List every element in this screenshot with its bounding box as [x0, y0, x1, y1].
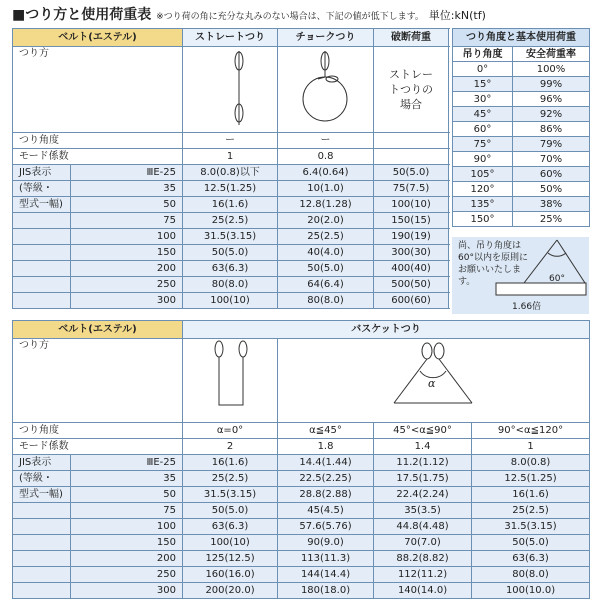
t2-header-belt: ベルト(エステル) — [13, 321, 183, 339]
t2-angle-value: α≦45° — [278, 423, 374, 439]
side-rate: 70% — [513, 152, 590, 167]
t2-size: 75 — [71, 503, 183, 519]
basket-diagram-cell-angle — [278, 339, 590, 423]
t2-angle-label: つり角度 — [13, 423, 183, 439]
t1-mode-label: モード係数 — [13, 149, 183, 165]
t2-value: 12.5(1.25) — [472, 471, 590, 487]
t1-size: 250 — [71, 277, 183, 293]
t2-value: 100(10) — [183, 535, 278, 551]
choke-diagram-cell — [278, 47, 374, 133]
table-row — [13, 277, 449, 293]
list-item — [453, 62, 590, 77]
t1-straight-value: 16(1.6) — [183, 197, 278, 213]
ratio-label: 1.66倍 — [512, 302, 542, 312]
t1-straight-value: 8.0(0.8)以下 — [183, 165, 278, 181]
t1-break-note: ストレートつりの場合 — [374, 47, 449, 133]
title-note: ※つり荷の角に充分な丸みのない場合は、下記の値が低下します。 — [156, 12, 424, 22]
t1-break-value: 400(40) — [374, 261, 449, 277]
t2-angle-value: 45°<α≦90° — [374, 423, 472, 439]
t1-break-value: 600(60) — [374, 293, 449, 309]
table-row — [13, 455, 590, 471]
side-header-angle: 吊り角度 — [453, 47, 513, 62]
t1-size: 35 — [71, 181, 183, 197]
t2-size: ⅢE-25 — [71, 455, 183, 471]
table-row — [13, 261, 449, 277]
t2-value: 88.2(8.82) — [374, 551, 472, 567]
load-table-basket — [12, 320, 590, 599]
t2-value: 100(10.0) — [472, 583, 590, 599]
table-row — [13, 567, 590, 583]
side-angle: 75° — [453, 137, 513, 152]
t1-break-value: 75(7.5) — [374, 181, 449, 197]
t1-jis-sub2: 型式一幅) — [13, 197, 71, 213]
t1-size: 300 — [71, 293, 183, 309]
t2-value: 16(1.6) — [183, 455, 278, 471]
t1-choke-value: 80(8.0) — [278, 293, 374, 309]
table-row — [13, 293, 449, 309]
t2-value: 80(8.0) — [472, 567, 590, 583]
t2-value: 63(6.3) — [472, 551, 590, 567]
side-angle: 120° — [453, 182, 513, 197]
table-row — [13, 551, 590, 567]
t2-size: 200 — [71, 551, 183, 567]
side-rate: 92% — [513, 107, 590, 122]
side-rate: 99% — [513, 77, 590, 92]
t2-value: 63(6.3) — [183, 519, 278, 535]
angle-label: 60° — [549, 274, 565, 284]
t2-size: 35 — [71, 471, 183, 487]
angle-note-panel — [452, 237, 589, 314]
t2-value: 50(5.0) — [183, 503, 278, 519]
side-angle: 150° — [453, 212, 513, 227]
t1-mode-choke: 0.8 — [278, 149, 374, 165]
list-item — [453, 212, 590, 227]
table-row — [13, 213, 449, 229]
t2-mode-value: 1.8 — [278, 439, 374, 455]
t1-size: 100 — [71, 229, 183, 245]
t1-angle-choke: ー — [278, 133, 374, 149]
t1-header-belt: ベルト(エステル) — [13, 29, 183, 47]
t1-straight-value: 50(5.0) — [183, 245, 278, 261]
side-angle: 45° — [453, 107, 513, 122]
t1-straight-value: 80(8.0) — [183, 277, 278, 293]
t1-angle-straight: ー — [183, 133, 278, 149]
t2-mode-label: モード係数 — [13, 439, 183, 455]
table-row — [13, 471, 590, 487]
t1-choke-value: 64(6.4) — [278, 277, 374, 293]
t2-value: 31.5(3.15) — [183, 487, 278, 503]
t2-value: 160(16.0) — [183, 567, 278, 583]
straight-diagram-cell — [183, 47, 278, 133]
t2-value: 11.2(1.12) — [374, 455, 472, 471]
list-item — [453, 182, 590, 197]
choke-hanging-icon — [278, 47, 373, 127]
side-caption: つり角度と基本使用荷重 — [453, 29, 590, 47]
t2-value: 25(2.5) — [472, 503, 590, 519]
side-angle: 105° — [453, 167, 513, 182]
side-rate: 50% — [513, 182, 590, 197]
list-item — [453, 92, 590, 107]
list-item — [453, 137, 590, 152]
t2-angle-value: α=0° — [183, 423, 278, 439]
t2-value: 28.8(2.88) — [278, 487, 374, 503]
t2-value: 14.4(1.44) — [278, 455, 374, 471]
side-angle: 0° — [453, 62, 513, 77]
t2-value: 90(9.0) — [278, 535, 374, 551]
t1-size: 200 — [71, 261, 183, 277]
t2-size: 250 — [71, 567, 183, 583]
table-row — [13, 181, 449, 197]
t2-mode-value: 2 — [183, 439, 278, 455]
title-unit: 単位:kN(tf) — [428, 9, 486, 22]
list-item — [453, 107, 590, 122]
t2-value: 140(14.0) — [374, 583, 472, 599]
t1-break-value: 150(15) — [374, 213, 449, 229]
side-rate: 38% — [513, 197, 590, 212]
t2-value: 17.5(1.75) — [374, 471, 472, 487]
t2-value: 112(11.2) — [374, 567, 472, 583]
t1-break-value: 190(19) — [374, 229, 449, 245]
t1-header-choke: チョークつり — [278, 29, 374, 47]
t1-choke-value: 12.8(1.28) — [278, 197, 374, 213]
t2-size: 50 — [71, 487, 183, 503]
t2-jis-label: JIS表示 — [13, 455, 71, 471]
side-angle: 60° — [453, 122, 513, 137]
side-rate: 60% — [513, 167, 590, 182]
table-row — [13, 197, 449, 213]
table-row — [13, 487, 590, 503]
side-rate: 25% — [513, 212, 590, 227]
t1-break-value: 100(10) — [374, 197, 449, 213]
t1-straight-value: 63(6.3) — [183, 261, 278, 277]
t2-value: 22.4(2.24) — [374, 487, 472, 503]
side-header-rate: 安全荷重率 — [513, 47, 590, 62]
t2-jis-sub1: (等級・ — [13, 471, 71, 487]
t1-hanging-label: つり方 — [13, 47, 183, 133]
angle-note: 尚、吊り角度は60°以内を原則にお願いいたします。 — [458, 241, 528, 287]
side-rate: 100% — [513, 62, 590, 77]
t1-size: 50 — [71, 197, 183, 213]
side-rate: 96% — [513, 92, 590, 107]
t2-value: 50(5.0) — [472, 535, 590, 551]
list-item — [453, 152, 590, 167]
side-angle: 15° — [453, 77, 513, 92]
title-main: ■つり方と使用荷重表 — [12, 7, 152, 23]
t2-size: 100 — [71, 519, 183, 535]
basket-angle-icon — [278, 339, 590, 417]
side-angle: 30° — [453, 92, 513, 107]
list-item — [453, 197, 590, 212]
t2-value: 200(20.0) — [183, 583, 278, 599]
t2-value: 180(18.0) — [278, 583, 374, 599]
t2-value: 45(4.5) — [278, 503, 374, 519]
side-angle: 135° — [453, 197, 513, 212]
t2-hanging-label: つり方 — [13, 339, 183, 423]
basket-vertical-icon — [183, 339, 278, 417]
t1-break-value: 500(50) — [374, 277, 449, 293]
t1-choke-value: 50(5.0) — [278, 261, 374, 277]
t1-straight-value: 12.5(1.25) — [183, 181, 278, 197]
t2-value: 44.8(4.48) — [374, 519, 472, 535]
t1-choke-value: 10(1.0) — [278, 181, 374, 197]
list-item — [453, 167, 590, 182]
t2-value: 113(11.3) — [278, 551, 374, 567]
load-table-straight-choke — [12, 28, 449, 309]
t2-value: 25(2.5) — [183, 471, 278, 487]
side-angle: 90° — [453, 152, 513, 167]
t2-value: 31.5(3.15) — [472, 519, 590, 535]
t1-size: 75 — [71, 213, 183, 229]
t2-mode-value: 1 — [472, 439, 590, 455]
alpha-label: α — [428, 377, 436, 390]
t1-choke-value: 25(2.5) — [278, 229, 374, 245]
t2-mode-value: 1.4 — [374, 439, 472, 455]
t1-break-value: 300(30) — [374, 245, 449, 261]
table-row — [13, 583, 590, 599]
t2-value: 22.5(2.25) — [278, 471, 374, 487]
list-item — [453, 122, 590, 137]
t2-value: 125(12.5) — [183, 551, 278, 567]
side-rate: 86% — [513, 122, 590, 137]
t1-jis-sub1: (等級・ — [13, 181, 71, 197]
t2-value: 144(14.4) — [278, 567, 374, 583]
straight-hanging-icon — [183, 47, 278, 127]
page-title — [12, 4, 486, 24]
t2-value: 8.0(0.8) — [472, 455, 590, 471]
t2-value: 16(1.6) — [472, 487, 590, 503]
t1-header-break: 破断荷重 — [374, 29, 449, 47]
table-row — [13, 503, 590, 519]
t1-size: ⅢE-25 — [71, 165, 183, 181]
t2-value: 35(3.5) — [374, 503, 472, 519]
t2-header-basket: バスケットつり — [183, 321, 590, 339]
t1-choke-value: 20(2.0) — [278, 213, 374, 229]
t1-size: 150 — [71, 245, 183, 261]
t1-mode-straight: 1 — [183, 149, 278, 165]
t2-size: 150 — [71, 535, 183, 551]
t1-header-straight: ストレートつり — [183, 29, 278, 47]
t2-angle-value: 90°<α≦120° — [472, 423, 590, 439]
t1-angle-label: つり角度 — [13, 133, 183, 149]
t2-value: 57.6(5.76) — [278, 519, 374, 535]
table-row — [13, 519, 590, 535]
basket-diagram-cell-vertical — [183, 339, 278, 423]
angle-safety-table — [452, 28, 590, 227]
t2-value: 70(7.0) — [374, 535, 472, 551]
t2-size: 300 — [71, 583, 183, 599]
t1-jis-label: JIS表示 — [13, 165, 71, 181]
t1-straight-value: 31.5(3.15) — [183, 229, 278, 245]
table-row — [13, 245, 449, 261]
table-row — [13, 229, 449, 245]
t1-straight-value: 25(2.5) — [183, 213, 278, 229]
t1-break-value: 50(5.0) — [374, 165, 449, 181]
t1-choke-value: 40(4.0) — [278, 245, 374, 261]
t1-choke-value: 6.4(0.64) — [278, 165, 374, 181]
t2-jis-sub2: 型式一幅) — [13, 487, 71, 503]
t1-straight-value: 100(10) — [183, 293, 278, 309]
table-row — [13, 535, 590, 551]
side-rate: 79% — [513, 137, 590, 152]
table-row — [13, 165, 449, 181]
list-item — [453, 77, 590, 92]
